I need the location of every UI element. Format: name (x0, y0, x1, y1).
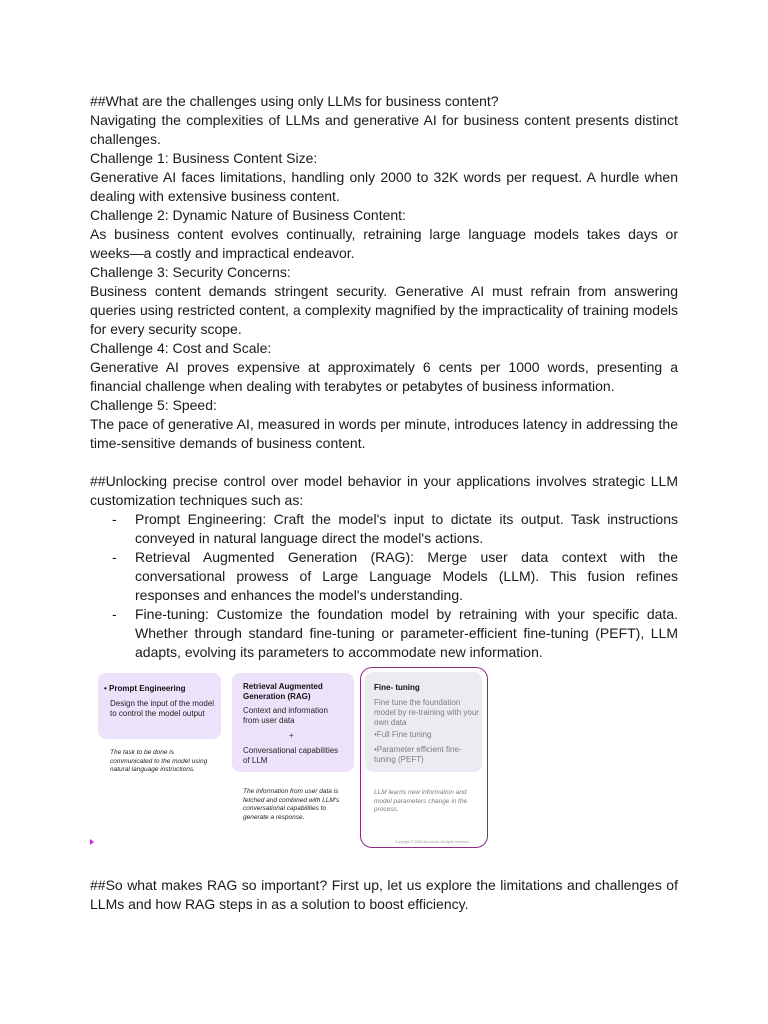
fine-tuning-item-peft: •Parameter efficient fine-tuning (PEFT) (374, 745, 462, 764)
plus-symbol: + (289, 731, 294, 740)
challenge-title: Challenge 1: Business Content Size: (90, 150, 318, 166)
challenge-body: As business content evolves continually, retraining large language models takes days or weeks—a costly and impractical endeavor. (90, 226, 678, 261)
rag-body-conversation: Conversational capabilities of LLM (243, 746, 339, 765)
challenge-title: Challenge 5: Speed: (90, 397, 217, 413)
closing-section (90, 876, 678, 914)
closing-paragraph: ##So what makes RAG so important? First up, let us explore the limitations and challenges of LLMs and how RAG steps in as a solution to boost efficiency. (90, 877, 678, 912)
intro-paragraph: Navigating the complexities of LLMs and generative AI for business content presents distinct challenges. (90, 112, 678, 147)
technique-list (90, 510, 678, 662)
fine-tuning-body: Fine tune the foundation model by re-training with your own data (374, 698, 479, 727)
fine-tuning-note: LLM learns new information and model parameters change in the process. (374, 789, 468, 813)
challenge-title: Challenge 2: Dynamic Nature of Business Content: (90, 207, 406, 223)
list-item-text: Prompt Engineering: Craft the model's input to dictate its output. Task instructions conveyed in natural language direct the model's actions. (135, 511, 678, 546)
section-heading: ##What are the challenges using only LLMs for business content? (90, 93, 499, 109)
copyright-text: Copyright © 2023 Accenture. All rights reserved. (395, 840, 470, 844)
arrow-marker-icon (90, 839, 94, 845)
techniques-figure (90, 665, 490, 850)
challenge-title: Challenge 4: Cost and Scale: (90, 340, 272, 356)
list-item (90, 510, 678, 548)
bullet-marker: - (112, 549, 117, 565)
list-item (90, 548, 678, 605)
challenge-body: The pace of generative AI, measured in words per minute, introduces latency in addressing the time-sensitive demands of business content. (90, 416, 678, 451)
challenge-title: Challenge 3: Security Concerns: (90, 264, 291, 280)
challenge-body: Generative AI faces limitations, handling only 2000 to 32K words per request. A hurdle when dealing with extensive business content. (90, 169, 678, 204)
challenge-body: Generative AI proves expensive at approximately 6 cents per 1000 words, presenting a financial challenge when dealing with terabytes or petabytes of business information. (90, 359, 678, 394)
list-item-text: Fine-tuning: Customize the foundation model by retraining with your specific data. Whether through standard fine-tuning or parameter-efficient fine-tuning (PEFT), LLM adapts, evolving its parameters to accommodate new information. (135, 606, 678, 660)
rag-card (232, 673, 354, 772)
bullet-marker: - (112, 511, 117, 527)
fine-tuning-title: Fine- tuning (374, 683, 420, 692)
spacer (90, 453, 678, 472)
rag-note: The information from user data is fetched and combined with LLM's conversational capabilities to generate a response. (243, 788, 340, 821)
prompt-engineering-title: • Prompt Engineering (104, 684, 186, 693)
list-item (90, 605, 678, 662)
prompt-engineering-card (98, 673, 221, 739)
document-body (90, 92, 678, 662)
section-heading: ##Unlocking precise control over model behavior in your applications involves strategic LLM customization techniques such as: (90, 473, 678, 508)
fine-tuning-item-full: •Full Fine tuning (374, 730, 432, 739)
prompt-engineering-note: The task to be done is communicated to the model using natural language instructions. (110, 749, 208, 773)
rag-body-context: Context and information from user data (243, 706, 328, 725)
list-item-text: Retrieval Augmented Generation (RAG): Merge user data context with the conversational prowess of Large Language Models (LLM). This fusion refines responses and enhances the model's understanding. (135, 549, 678, 603)
bullet-marker: - (112, 606, 117, 622)
prompt-engineering-body: Design the input of the model to control the model output (110, 699, 215, 718)
challenge-body: Business content demands stringent security. Generative AI must refrain from answering queries using restricted content, a complexity magnified by the impracticality of training models for every security scope. (90, 283, 678, 337)
rag-title: Retrieval Augmented Generation (RAG) (243, 682, 323, 701)
fine-tuning-card (360, 667, 488, 848)
